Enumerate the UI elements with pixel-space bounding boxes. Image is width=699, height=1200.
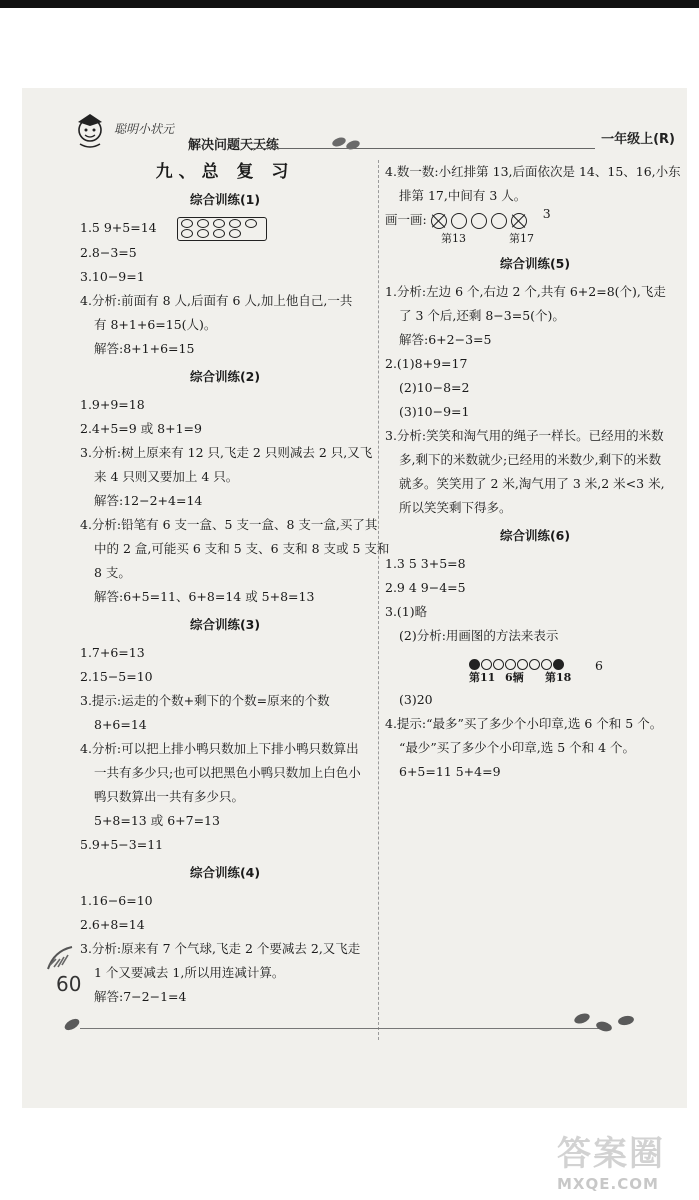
answer-line: 3.提示:运走的个数+剩下的个数=原来的个数 (80, 692, 330, 708)
answer-line: 解答:6+2−3=5 (399, 332, 492, 347)
circle-drawing (385, 208, 685, 232)
position-label: 第13 (441, 232, 466, 245)
answer-line: 一共有多少只;也可以把黑色小鸭只数加上白色小 (94, 764, 361, 780)
leaf-ornament (345, 139, 361, 151)
answer-line: 4.分析:可以把上排小鸭只数加上下排小鸭只数算出 (80, 740, 359, 756)
section-title: 综合训练(6) (499, 528, 571, 543)
bead-label: 6辆 (505, 671, 524, 684)
circle-icon (451, 213, 467, 229)
answer-line: 有 8+1+6=15(人)。 (94, 316, 217, 332)
page-number: 60 (56, 972, 82, 996)
page-header (70, 108, 685, 154)
answer-line: 5+8=13 或 6+7=13 (94, 812, 220, 828)
answer-line: 1.9+9=18 (80, 396, 145, 412)
answer-line: 2.4+5=9 或 8+1=9 (80, 420, 202, 436)
bead-labels (385, 670, 685, 688)
crossed-circle-icon (511, 213, 527, 229)
circle-icon (491, 213, 507, 229)
answer-line: 1.5 9+5=14 (80, 216, 370, 241)
grade-label: 一年级上(R) (601, 132, 675, 147)
draw-positions (385, 232, 685, 248)
bead-label: 第11 (469, 671, 496, 684)
answer-line: 4.分析:铅笔有 6 支一盒、5 支一盒、8 支一盒,买了其 (80, 516, 378, 532)
draw-answer: 3 (542, 206, 551, 221)
filled-bead-icon (469, 659, 480, 670)
watermark-title: 答案圈 (557, 1134, 665, 1174)
section-title: 综合训练(1) (189, 192, 261, 207)
answer-line: 5.9+5−3=11 (80, 836, 164, 852)
top-black-bar (0, 0, 699, 8)
bead-icon (517, 659, 528, 670)
answer-line: 2.(1)8+9=17 (385, 356, 468, 371)
answer-line: 1 个又要减去 1,所以用连减计算。 (94, 964, 285, 980)
answer-line: 多,剩下的米数就少;已经用的米数少,剩下的米数 (399, 452, 662, 467)
answer-line: 1.3 5 3+5=8 (385, 556, 466, 571)
ten-frame-icon (177, 217, 267, 241)
answer-line: 3.分析:笑笑和淘气用的绳子一样长。已经用的米数 (385, 428, 664, 443)
leaf-ornament (331, 136, 347, 148)
bead-icon (541, 659, 552, 670)
answer-line: 1.分析:左边 6 个,右边 2 个,共有 6+2=8(个),飞走 (385, 284, 666, 299)
right-column (385, 160, 685, 784)
bead-icon (493, 659, 504, 670)
brand-logo-text: 聪明小状元 (114, 122, 175, 136)
answer-line: 解答:6+5=11、6+8=14 或 5+8=13 (94, 588, 315, 604)
bead-answer: 6 (595, 658, 603, 673)
answer-line: 解答:12−2+4=14 (94, 492, 203, 508)
position-label: 第17 (509, 232, 534, 245)
answer-line: “最少”买了多少个小印章,选 5 个和 4 个。 (399, 740, 636, 755)
answer-line: 4.分析:前面有 8 人,后面有 6 人,加上他自己,一共 (80, 292, 353, 308)
answer-line: 来 4 只则又要加上 4 只。 (94, 468, 239, 484)
answer-line: 解答:8+1+6=15 (94, 340, 195, 356)
answer-line: 2.8−3=5 (80, 244, 137, 260)
header-rule (250, 148, 595, 149)
bead-label: 第18 (545, 671, 572, 684)
answer-line: 了 3 个后,还剩 8−3=5(个)。 (399, 308, 565, 323)
watermark (557, 1126, 687, 1193)
answer-line: (2)分析:用画图的方法来表示 (399, 628, 559, 643)
answer-line: 4.数一数:小红排第 13,后面依次是 14、15、16,小东 (385, 164, 681, 179)
bead-icon (505, 659, 516, 670)
draw-label: 画一画: (385, 212, 427, 227)
page-corner-ornament (46, 945, 74, 971)
answer-line: (3)20 (399, 692, 433, 707)
crossed-circle-icon (431, 213, 447, 229)
section-title: 综合训练(4) (189, 864, 261, 880)
answer-line: 8 支。 (94, 564, 131, 580)
answer-line: 就多。笑笑用了 2 米,淘气用了 3 米,2 米<3 米, (399, 476, 665, 491)
series-title: 解决问题天天练 (188, 138, 280, 153)
bead-diagram (385, 648, 685, 673)
answer-line: 排第 17,中间有 3 人。 (399, 188, 527, 203)
answer-line: 2.6+8=14 (80, 916, 145, 932)
answer-line: (2)10−8=2 (399, 380, 470, 395)
mascot-icon (70, 108, 114, 152)
answer-line: 2.9 4 9−4=5 (385, 580, 466, 595)
answer-line: 3.分析:原来有 7 个气球,飞走 2 个要减去 2,又飞走 (80, 940, 361, 956)
answer-line: 3.(1)略 (385, 604, 428, 619)
answer-line: 8+6=14 (94, 716, 147, 732)
answer-line: 1.7+6=13 (80, 644, 145, 660)
answer-line: 中的 2 盒,可能买 6 支和 5 支、6 支和 8 支或 5 支和 (94, 540, 390, 556)
answer-line: 1.16−6=10 (80, 892, 153, 908)
left-column (80, 160, 390, 1009)
watermark-url: MXQE.COM (557, 1175, 659, 1193)
section-title: 综合训练(5) (499, 256, 571, 271)
section-title: 综合训练(2) (189, 368, 261, 384)
bead-icon (481, 659, 492, 670)
answer-line: 3.分析:树上原来有 12 只,飞走 2 只则减去 2 只,又飞 (80, 444, 373, 460)
circle-icon (471, 213, 487, 229)
answer-line: 3.10−9=1 (80, 268, 145, 284)
top-margin (0, 8, 699, 88)
answer-line: 解答:7−2−1=4 (94, 988, 187, 1004)
answer-line: 鸭只数算出一共有多少只。 (94, 788, 245, 804)
chapter-title: 九、总 复 习 (155, 162, 295, 182)
answer-line: 所以笑笑剩下得多。 (399, 500, 512, 515)
section-title: 综合训练(3) (189, 616, 261, 632)
answer-line: 4.提示:“最多”买了多少个小印章,选 6 个和 5 个。 (385, 716, 663, 731)
column-divider (378, 160, 379, 1040)
answer-line: (3)10−9=1 (399, 404, 470, 419)
footer-rule (80, 1028, 599, 1029)
answer-line: 2.15−5=10 (80, 668, 153, 684)
answer-line: 6+5=11 5+4=9 (399, 764, 501, 779)
filled-bead-icon (553, 659, 564, 670)
bead-icon (529, 659, 540, 670)
